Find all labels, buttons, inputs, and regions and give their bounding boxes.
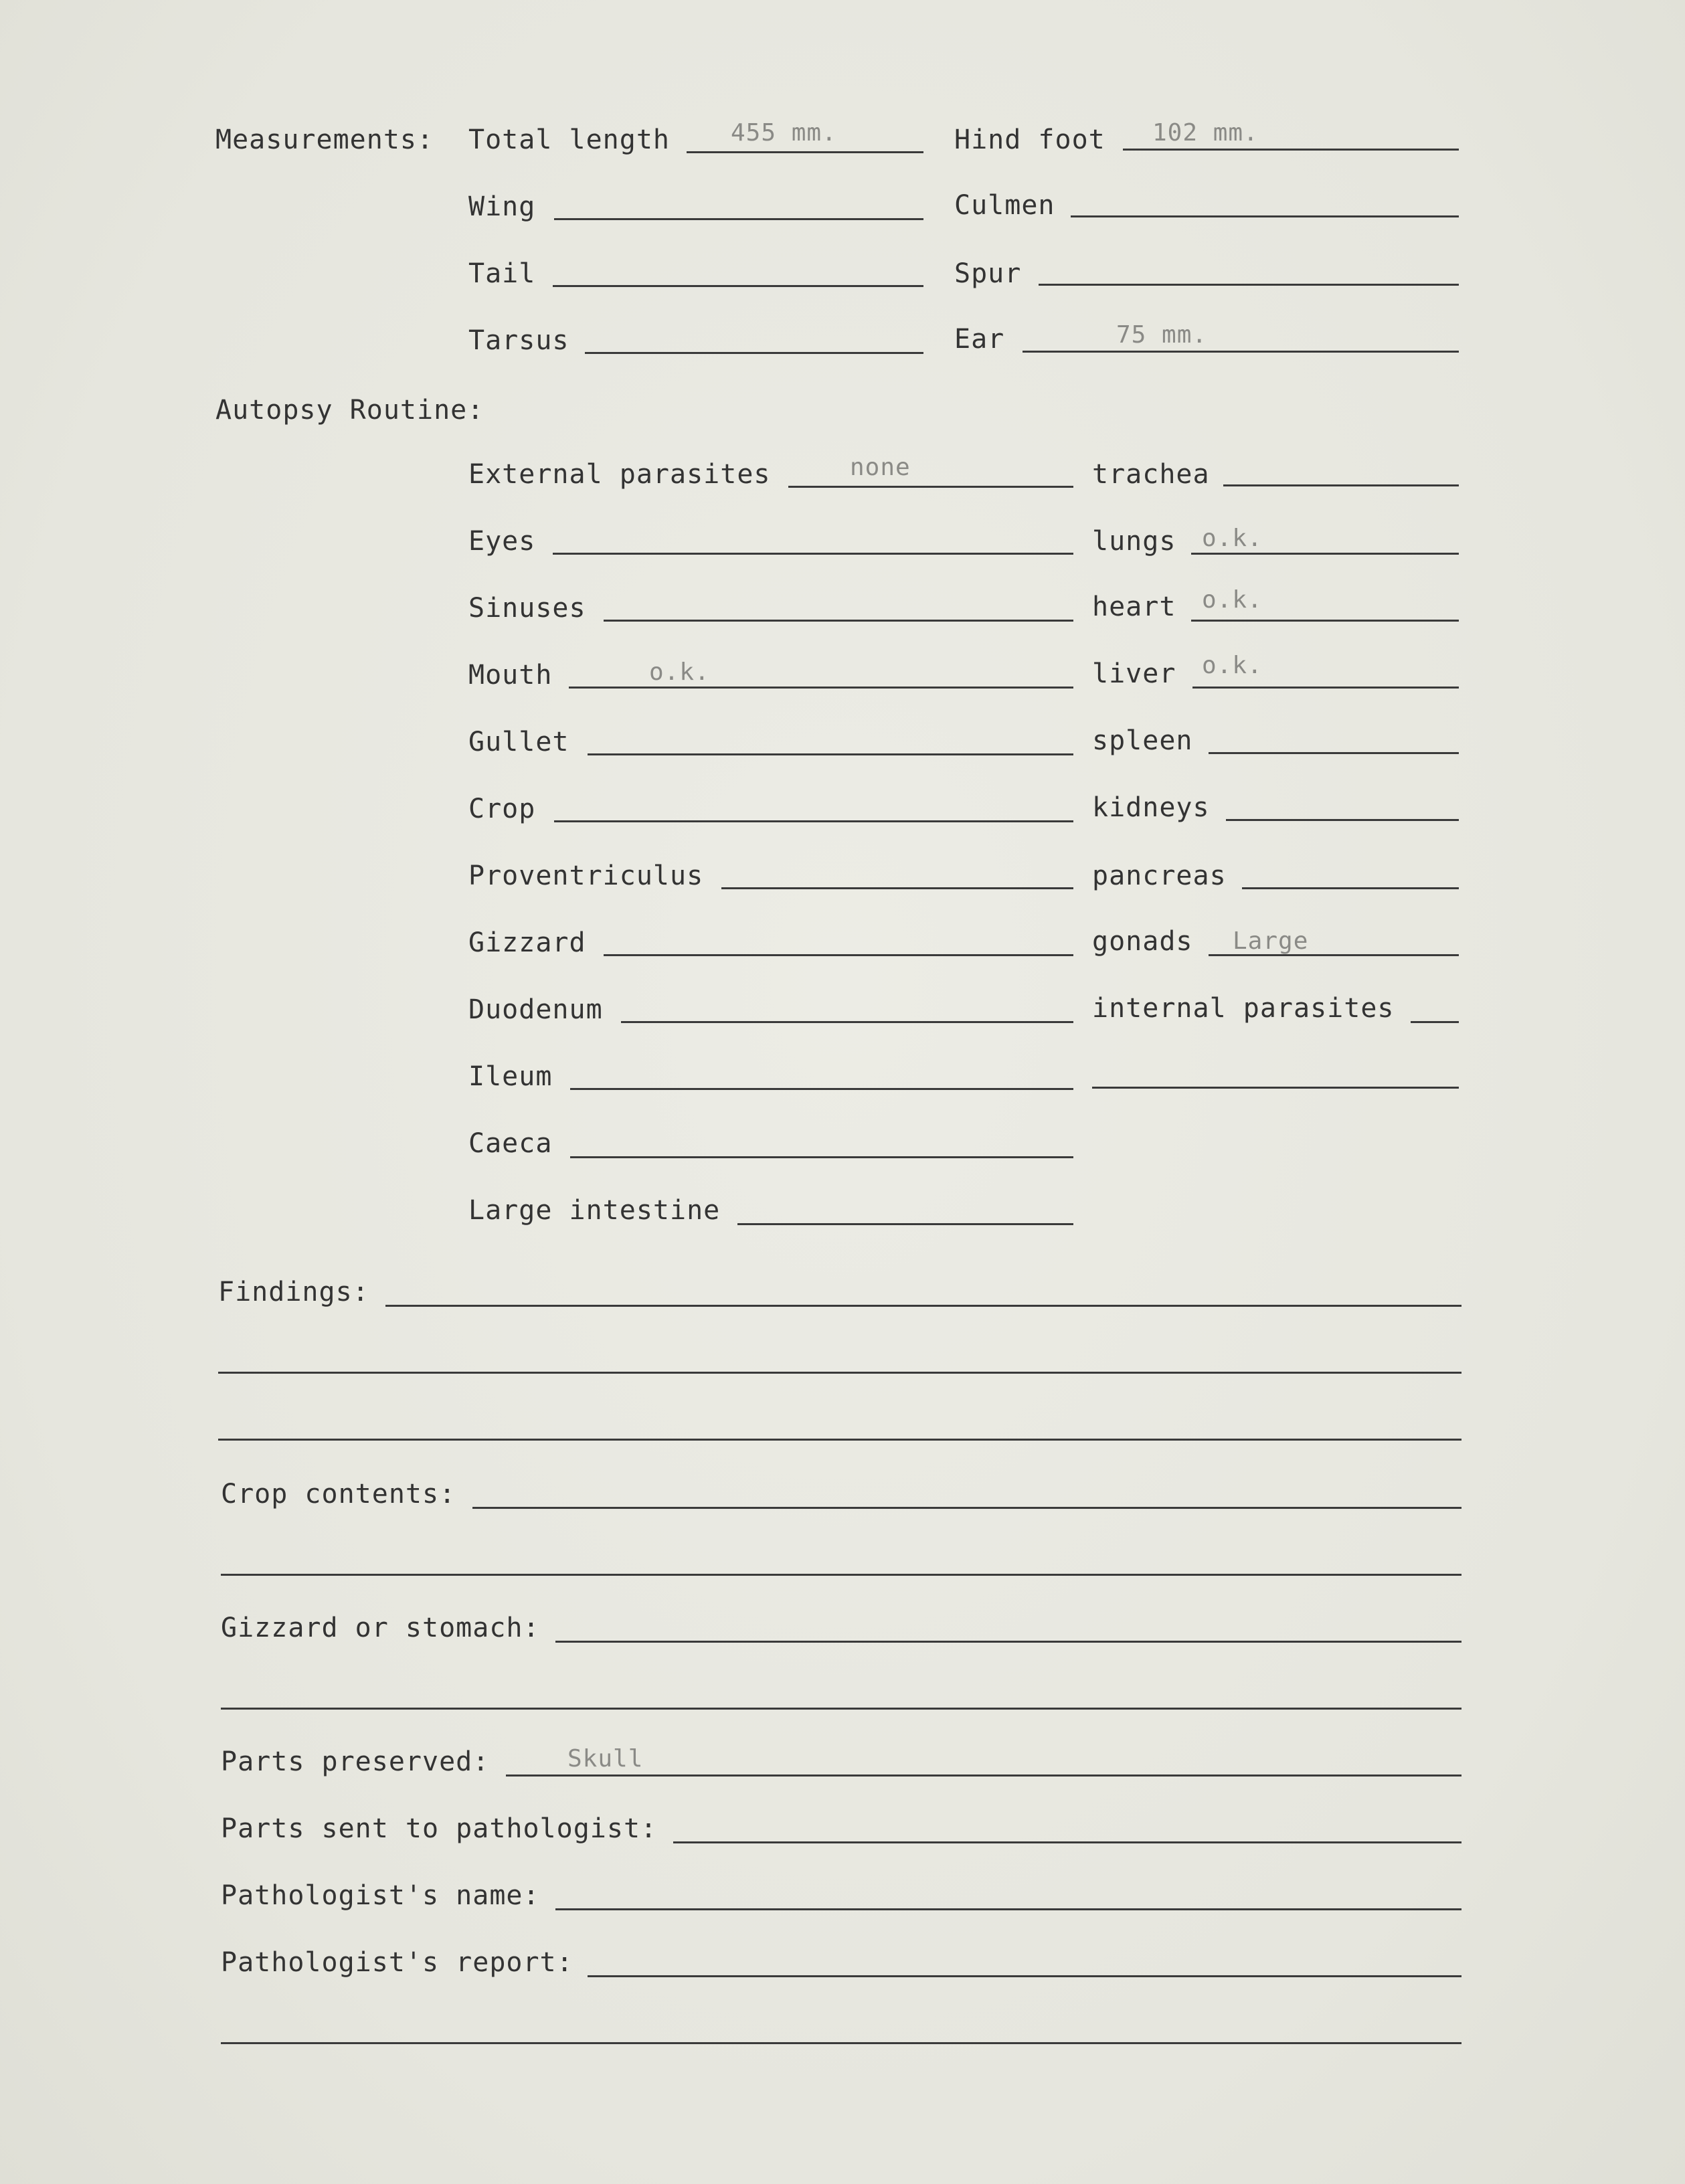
spur-label: Spur [954,258,1022,289]
trachea-label: trachea [1092,459,1210,490]
lungs-label: lungs [1092,526,1176,557]
tail-field[interactable] [553,285,923,287]
internal-parasites-label: internal parasites [1092,993,1395,1024]
external-parasites-field[interactable] [788,486,1073,488]
measurements-heading: Measurements: [215,124,434,155]
gullet-label: Gullet [468,727,569,757]
large-intestine-label: Large intestine [468,1195,721,1226]
spleen-field[interactable] [1209,752,1459,754]
culmen-label: Culmen [954,190,1055,221]
lungs-value: o.k. [1202,525,1263,552]
gonads-label: gonads [1092,926,1193,957]
mouth-value: o.k. [649,658,710,686]
pancreas-field[interactable] [1242,887,1459,889]
sinuses-label: Sinuses [468,593,586,624]
pathologist-report-field[interactable] [588,1975,1461,1977]
pathologist-report-field-line-2[interactable] [221,2042,1461,2044]
wing-field[interactable] [554,218,923,220]
tarsus-label: Tarsus [468,325,569,356]
tarsus-field[interactable] [585,352,923,354]
mouth-field[interactable] [569,687,1073,689]
external-parasites-value: none [850,454,911,481]
caeca-field[interactable] [570,1156,1073,1158]
parts-sent-field[interactable] [673,1841,1461,1843]
trachea-field[interactable] [1223,484,1459,486]
proventriculus-field[interactable] [721,887,1073,889]
kidneys-label: kidneys [1092,792,1210,823]
heart-label: heart [1092,592,1176,622]
large-intestine-field[interactable] [737,1223,1073,1225]
crop-contents-field-line-2[interactable] [221,1574,1461,1576]
gullet-field[interactable] [588,753,1073,755]
eyes-field[interactable] [553,553,1073,555]
ileum-field[interactable] [570,1088,1073,1090]
crop-contents-label: Crop contents: [221,1479,456,1510]
eyes-label: Eyes [468,526,536,557]
mouth-label: Mouth [468,660,553,691]
ear-label: Ear [954,324,1005,355]
wing-label: Wing [468,191,536,222]
findings-field-line-3[interactable] [218,1439,1461,1441]
gonads-value: Large [1233,927,1309,955]
caeca-label: Caeca [468,1128,553,1159]
crop-field[interactable] [554,820,1073,822]
kidneys-field[interactable] [1226,819,1459,821]
total-length-label: Total length [468,124,670,155]
ear-value: 75 mm. [1116,321,1208,349]
findings-label: Findings: [218,1277,369,1307]
gizzard-stomach-field-line-2[interactable] [221,1708,1461,1710]
ear-field[interactable] [1023,351,1459,353]
findings-field-line-2[interactable] [218,1372,1461,1374]
parts-preserved-value: Skull [567,1745,644,1772]
heart-field[interactable] [1191,620,1459,622]
crop-label: Crop [468,794,536,824]
crop-contents-field[interactable] [472,1507,1461,1509]
hind-foot-field[interactable] [1123,149,1459,151]
autopsy-heading: Autopsy Routine: [215,395,484,426]
spleen-label: spleen [1092,725,1193,756]
duodenum-label: Duodenum [468,994,603,1025]
parts-preserved-label: Parts preserved: [221,1746,490,1777]
pathologist-name-label: Pathologist's name: [221,1880,540,1911]
duodenum-field[interactable] [621,1021,1073,1023]
pancreas-label: pancreas [1092,860,1227,891]
gizzard-stomach-field[interactable] [555,1641,1461,1643]
lungs-field[interactable] [1191,553,1459,555]
liver-field[interactable] [1192,687,1459,689]
pathologist-name-field[interactable] [555,1908,1461,1910]
liver-value: o.k. [1202,652,1263,679]
hind-foot-label: Hind foot [954,124,1105,155]
gizzard-stomach-label: Gizzard or stomach: [221,1613,540,1643]
gizzard-field[interactable] [604,954,1073,956]
parts-preserved-field[interactable] [506,1774,1461,1777]
hind-foot-value: 102 mm. [1152,119,1259,147]
total-length-field[interactable] [687,151,923,153]
pathologist-report-label: Pathologist's report: [221,1947,573,1978]
total-length-value: 455 mm. [731,119,837,147]
tail-label: Tail [468,258,536,289]
liver-label: liver [1092,658,1176,689]
spur-field[interactable] [1039,284,1459,286]
culmen-field[interactable] [1071,215,1459,217]
sinuses-field[interactable] [604,620,1073,622]
heart-value: o.k. [1202,586,1263,614]
external-parasites-label: External parasites [468,459,771,490]
ileum-label: Ileum [468,1061,553,1092]
gizzard-label: Gizzard [468,927,586,958]
parts-sent-label: Parts sent to pathologist: [221,1813,658,1844]
findings-field[interactable] [385,1305,1461,1307]
proventriculus-label: Proventriculus [468,860,704,891]
internal-parasites-field-line-2[interactable] [1092,1087,1459,1089]
internal-parasites-field[interactable] [1411,1021,1459,1023]
